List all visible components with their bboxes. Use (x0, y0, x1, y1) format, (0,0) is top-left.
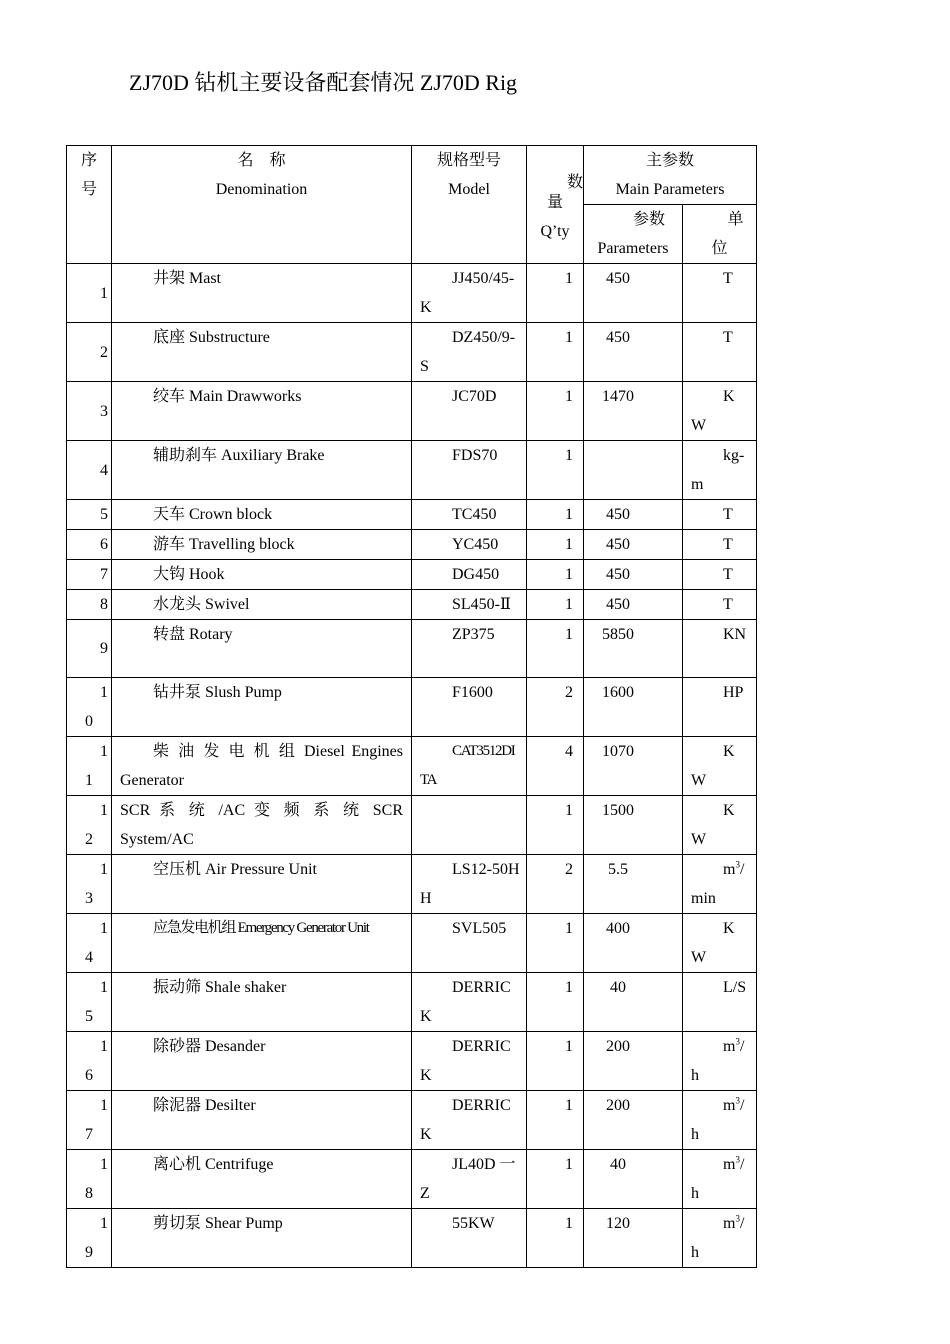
row-name: 振动筛 Shale shaker (112, 973, 412, 1032)
row-qty: 1 (527, 264, 584, 323)
document-title: ZJ70D 钻机主要设备配套情况 ZJ70D Rig (129, 70, 518, 95)
row-name: 空压机 Air Pressure Unit (112, 855, 412, 914)
row-unit: $m^3/\min$ (683, 855, 757, 914)
row-model: JJ450/45-K (412, 264, 527, 323)
row-qty: 1 (527, 973, 584, 1032)
row-unit: KW (683, 914, 757, 973)
table-row (67, 796, 757, 855)
equipment-table (66, 145, 757, 1268)
row-qty: 1 (527, 1091, 584, 1150)
row-name: 应急发电机组 Emergency Generator Unit (112, 914, 412, 973)
header-qty: 数 量 Q’ty (527, 146, 584, 264)
row-index: 1 9 (67, 1209, 112, 1268)
table-row (67, 855, 757, 914)
row-unit: $m^3/h$ (683, 1091, 757, 1150)
row-parameter: 400 (584, 914, 683, 973)
row-index: 1 5 (67, 973, 112, 1032)
row-unit: $m^3/h$ (683, 1032, 757, 1091)
row-name: 转盘 Rotary (112, 620, 412, 678)
row-qty: 1 (527, 914, 584, 973)
table-row (67, 914, 757, 973)
row-qty: 1 (527, 323, 584, 382)
table-row (67, 1032, 757, 1091)
row-index: 3 (67, 382, 112, 441)
table-row (67, 590, 757, 620)
row-index: 5 (67, 500, 112, 530)
row-unit: L/S (683, 973, 757, 1032)
row-name: SCR 系 统 /AC 变 频 系 统 SCR System/AC (112, 796, 412, 855)
row-name: 柴 油 发 电 机 组 Diesel Engines Generator (112, 737, 412, 796)
header-unit: 单 位 (683, 205, 757, 264)
table-row (67, 530, 757, 560)
row-qty: 4 (527, 737, 584, 796)
row-index: 9 (67, 620, 112, 678)
row-parameter: 40 (584, 973, 683, 1032)
row-index: 2 (67, 323, 112, 382)
row-qty: 1 (527, 441, 584, 500)
row-parameter (584, 441, 683, 500)
row-parameter: 1600 (584, 678, 683, 737)
table-row (67, 500, 757, 530)
row-name: 除砂器 Desander (112, 1032, 412, 1091)
table-row (67, 441, 757, 500)
header-row (67, 146, 757, 205)
row-model: TC450 (412, 500, 527, 530)
table-row (67, 1150, 757, 1209)
row-unit: T (683, 590, 757, 620)
row-qty: 1 (527, 1150, 584, 1209)
row-unit: T (683, 264, 757, 323)
row-unit: T (683, 530, 757, 560)
row-qty: 1 (527, 1209, 584, 1268)
table-row (67, 678, 757, 737)
row-qty: 1 (527, 382, 584, 441)
row-unit: kg-m (683, 441, 757, 500)
header-model: 规格型号 Model (412, 146, 527, 264)
row-qty: 1 (527, 590, 584, 620)
row-qty: 1 (527, 620, 584, 678)
row-model: DERRICK (412, 973, 527, 1032)
row-model: YC450 (412, 530, 527, 560)
row-name: 井架 Mast (112, 264, 412, 323)
row-parameter: 450 (584, 264, 683, 323)
row-unit: T (683, 560, 757, 590)
row-name: 大钩 Hook (112, 560, 412, 590)
row-index: 1 7 (67, 1091, 112, 1150)
row-parameter: 450 (584, 500, 683, 530)
header-index: 序 号 (67, 146, 112, 264)
row-index: 1 (67, 264, 112, 323)
row-index: 1 4 (67, 914, 112, 973)
row-parameter: 5.5 (584, 855, 683, 914)
row-qty: 1 (527, 1032, 584, 1091)
row-name: 除泥器 Desilter (112, 1091, 412, 1150)
row-model: DERRICK (412, 1032, 527, 1091)
row-parameter: 450 (584, 560, 683, 590)
row-model: LS12-50HH (412, 855, 527, 914)
table-row (67, 264, 757, 323)
row-unit: T (683, 323, 757, 382)
row-unit: HP (683, 678, 757, 737)
row-model: SVL505 (412, 914, 527, 973)
row-parameter: 1470 (584, 382, 683, 441)
row-model: ZP375 (412, 620, 527, 678)
row-model: 55KW (412, 1209, 527, 1268)
row-model: F1600 (412, 678, 527, 737)
table-row (67, 382, 757, 441)
row-index: 1 3 (67, 855, 112, 914)
row-name: 离心机 Centrifuge (112, 1150, 412, 1209)
row-model: DERRICK (412, 1091, 527, 1150)
row-parameter: 1070 (584, 737, 683, 796)
row-unit: $m^3/h$ (683, 1150, 757, 1209)
row-unit: KN (683, 620, 757, 678)
row-index: 1 6 (67, 1032, 112, 1091)
row-name: 辅助刹车 Auxiliary Brake (112, 441, 412, 500)
row-index: 1 8 (67, 1150, 112, 1209)
table-row (67, 620, 757, 678)
row-unit: $m^3/h$ (683, 1209, 757, 1268)
table-row (67, 1209, 757, 1268)
row-unit: KW (683, 737, 757, 796)
row-parameter: 120 (584, 1209, 683, 1268)
row-name: 天车 Crown block (112, 500, 412, 530)
row-qty: 1 (527, 530, 584, 560)
row-parameter: 450 (584, 323, 683, 382)
row-parameter: 450 (584, 590, 683, 620)
row-parameter: 5850 (584, 620, 683, 678)
row-model (412, 796, 527, 855)
row-model: JL40D 一 Z (412, 1150, 527, 1209)
row-qty: 2 (527, 678, 584, 737)
row-name: 剪切泵 Shear Pump (112, 1209, 412, 1268)
header-main-parameters: 主参数 Main Parameters (584, 146, 757, 205)
row-unit: T (683, 500, 757, 530)
table-row (67, 323, 757, 382)
row-qty: 1 (527, 560, 584, 590)
row-parameter: 200 (584, 1091, 683, 1150)
row-model: CAT3512DITA (412, 737, 527, 796)
row-name: 绞车 Main Drawworks (112, 382, 412, 441)
table-row (67, 737, 757, 796)
row-parameter: 450 (584, 530, 683, 560)
row-name: 水龙头 Swivel (112, 590, 412, 620)
row-index: 7 (67, 560, 112, 590)
row-name: 底座 Substructure (112, 323, 412, 382)
row-index: 1 2 (67, 796, 112, 855)
row-index: 1 1 (67, 737, 112, 796)
row-name: 钻井泵 Slush Pump (112, 678, 412, 737)
table-row (67, 560, 757, 590)
row-index: 6 (67, 530, 112, 560)
header-name: 名 称 Denomination (112, 146, 412, 264)
row-model: DZ450/9-S (412, 323, 527, 382)
row-unit: KW (683, 796, 757, 855)
row-unit: KW (683, 382, 757, 441)
row-index: 8 (67, 590, 112, 620)
table-row (67, 973, 757, 1032)
row-model: JC70D (412, 382, 527, 441)
row-qty: 1 (527, 796, 584, 855)
header-parameters: 参数 Parameters (584, 205, 683, 264)
row-qty: 2 (527, 855, 584, 914)
table-row (67, 1091, 757, 1150)
row-model: SL450-Ⅱ (412, 590, 527, 620)
row-parameter: 200 (584, 1032, 683, 1091)
row-parameter: 1500 (584, 796, 683, 855)
row-parameter: 40 (584, 1150, 683, 1209)
row-name: 游车 Travelling block (112, 530, 412, 560)
row-index: 4 (67, 441, 112, 500)
row-model: FDS70 (412, 441, 527, 500)
row-qty: 1 (527, 500, 584, 530)
row-index: 1 0 (67, 678, 112, 737)
row-model: DG450 (412, 560, 527, 590)
